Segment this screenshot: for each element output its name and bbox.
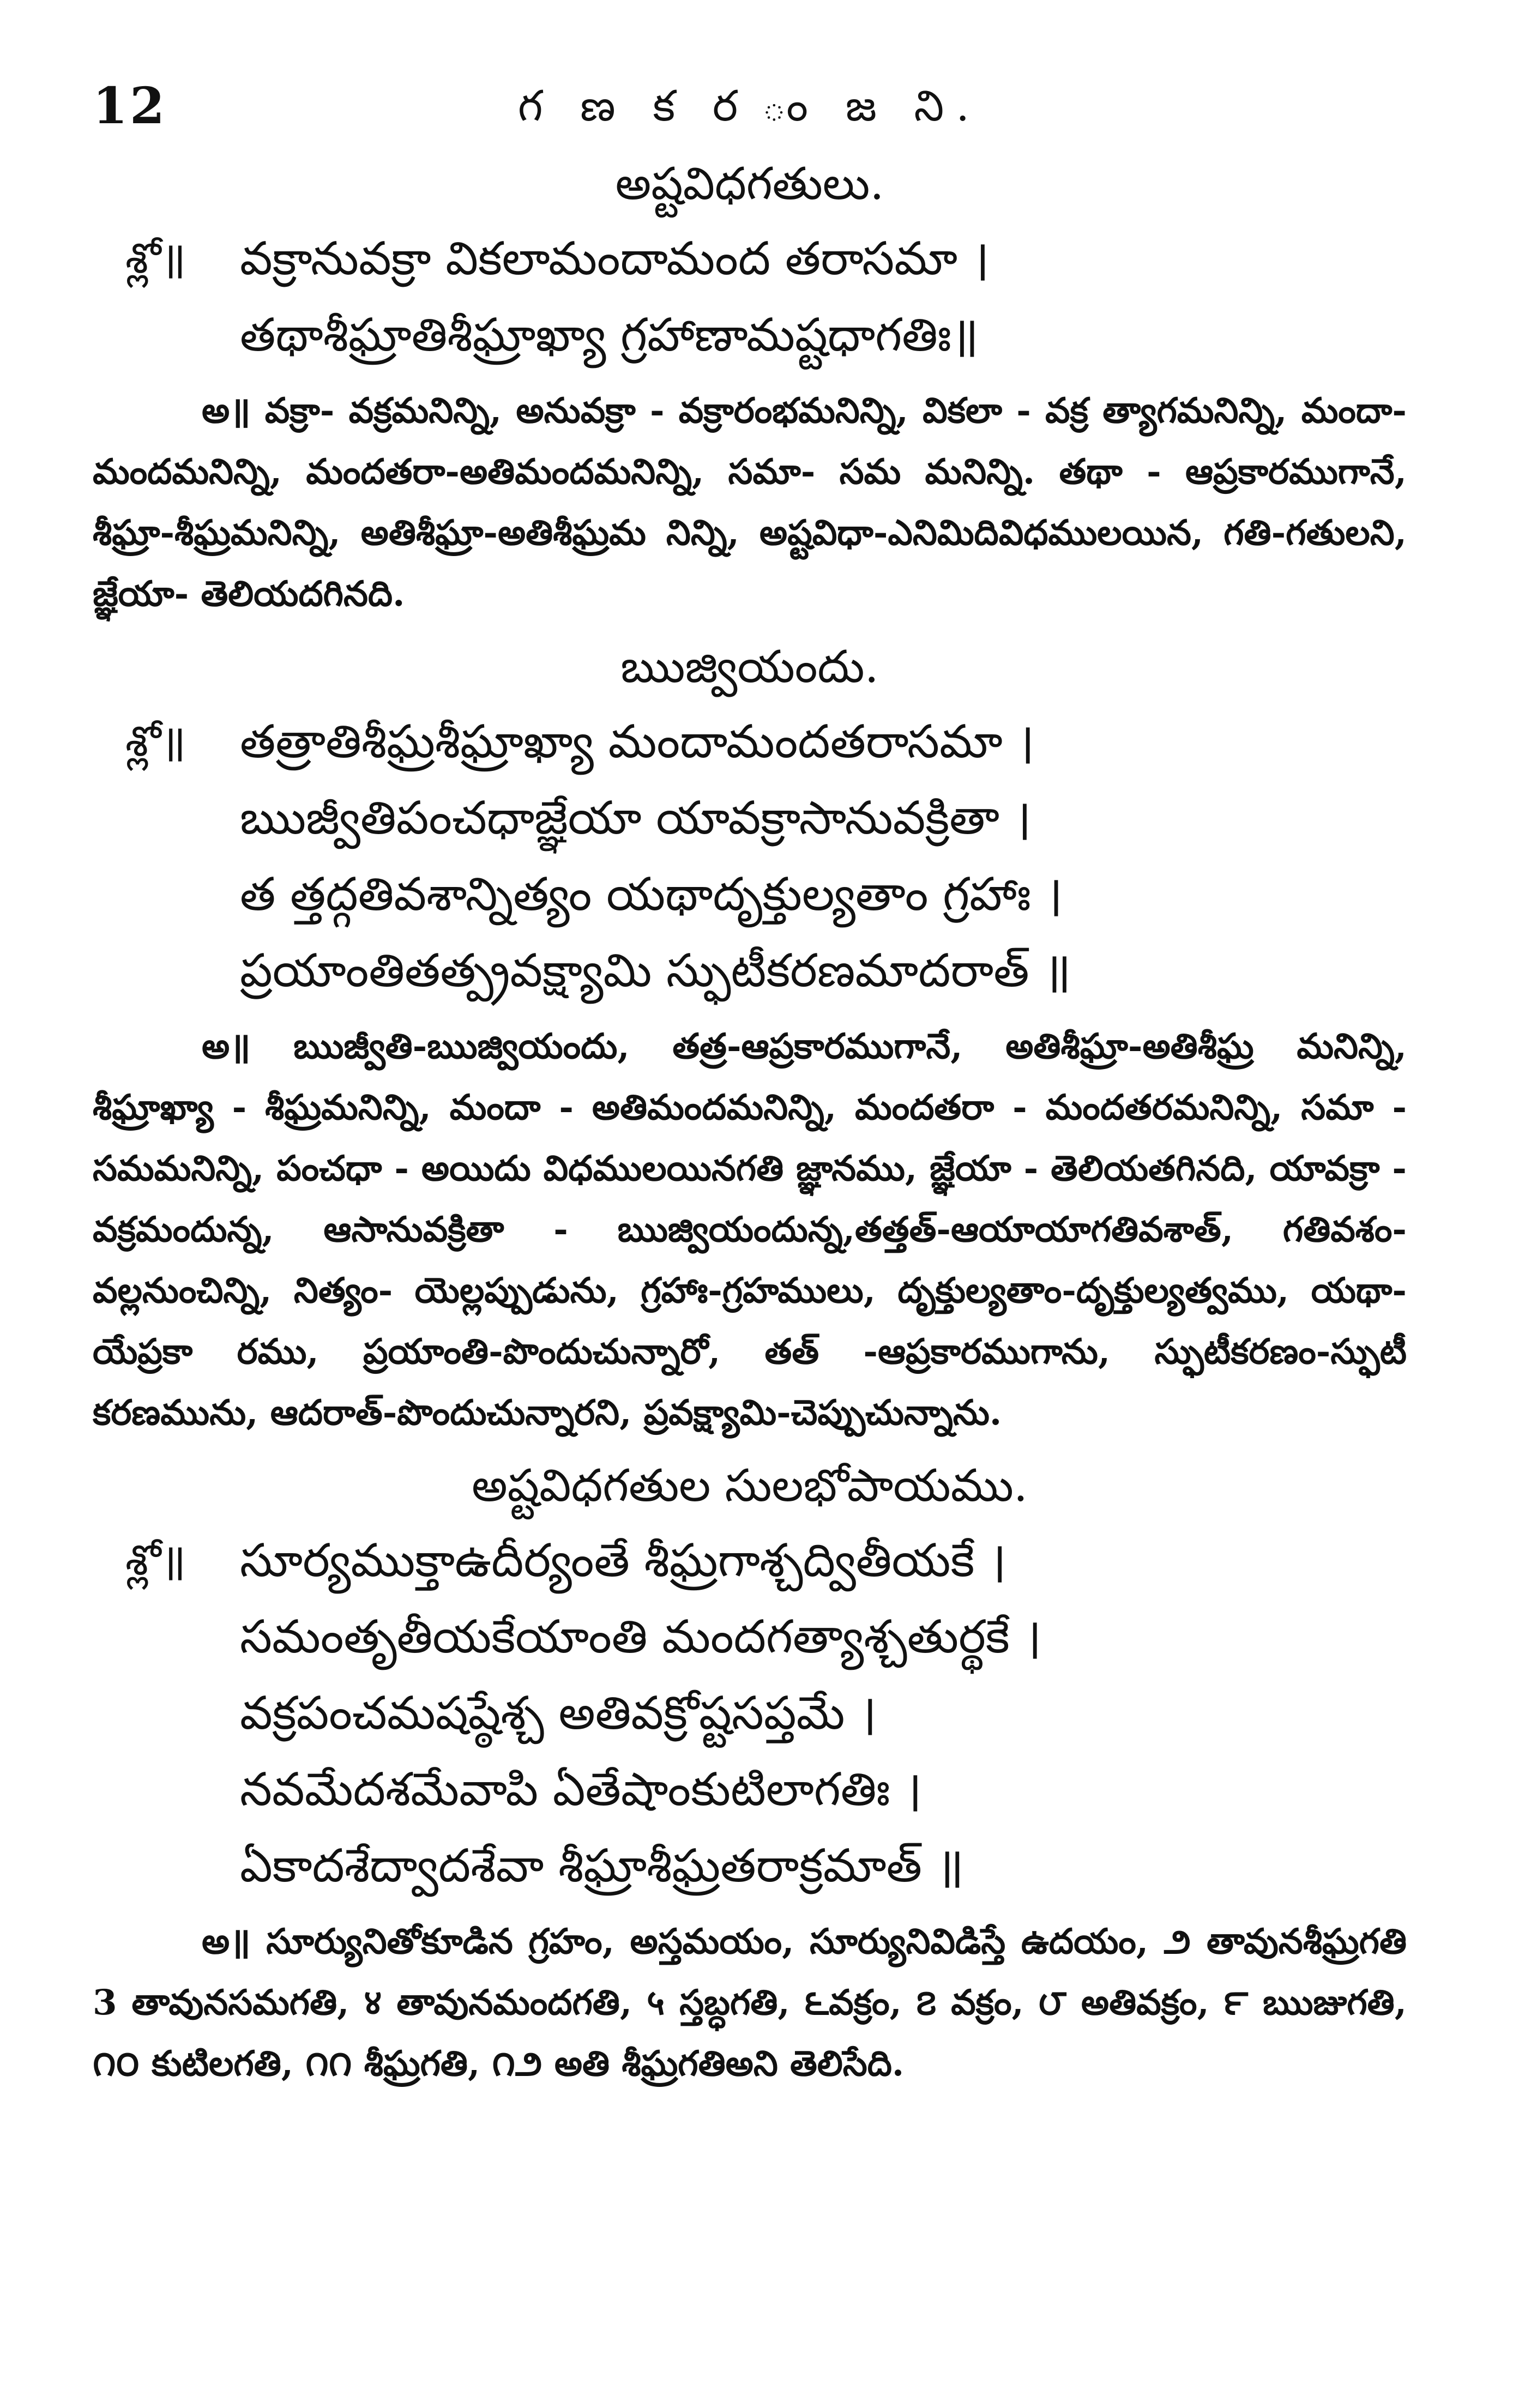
verse-line: ఋజ్వీతిపంచధాజ్ఞేయా యావక్రాసానువక్రితా । [240,791,1032,844]
page [93,65,1407,2355]
section-title: అష్టవిధగతులు. [615,158,884,210]
section-title: ఋజ్వియందు. [620,641,879,693]
sloka-mark: శ్లో॥ [125,717,186,765]
page-number: 12 [93,76,167,135]
verse-line: తత్రాతిశీఘ్రశీఘ్రాఖ్యా మందామందతరాసమా । [240,715,1035,768]
sloka-mark: శ్లో॥ [125,234,186,282]
verse-line: నవమేదశమేవాపి ఏతేషాంకుటిలాగతిః । [240,1763,922,1816]
commentary-paragraph: అ॥ వక్రా- వక్రమనిన్ని, అనువక్రా - వక్రారంభమనిన్ని, వికలా - వక్ర త్యాగమనిన్ని, మందా-మందమనిన్ని, మందతరా-అతిమందమనిన్ని, సమా- సమ మనిన్ని. తథా - ఆప్రకారముగానే, శీఘ్రా-శీఘ్రమనిన్ని, అతిశీఘ్రా-అతిశీఘ్రమ నిన్ని, అష్టవిధా-ఎనిమిదివిధములయిన, గతి-గతులని, జ్ఞేయా- తెలియదగినది. [93,390,1407,614]
sloka-verse [93,1522,1407,1904]
commentary-paragraph: అ॥ సూర్యునితోకూడిన గ్రహం, అస్తమయం, సూర్యునివిడిస్తే ఉదయం, ౨ తావునశీఘ్రగతి 3 తావునసమగతి, ४ తావునమందగతి, ५ స్తబ్ధగతి, ౬వక్రం, ౭ వక్రం, ౮ అతివక్రం, ౯ ఋజుగతి, ౧౦ కుటిలగతి, ౧౧ శీఘ్రగతి, ౧౨ అతి శీఘ్రగతిఅని తెలిసేది. [93,1921,1407,2084]
verse-line: సూర్యముక్తాఉదీర్యంతే శీఘ్రగాశ్చద్వితీయకే । [240,1534,1006,1587]
verse-line: వక్రపంచమషష్ఠేశ్చ అతివక్రోష్టసప్తమే । [240,1686,877,1740]
section-ashtavidha-gatulu [93,152,1407,625]
verse-line: ఏకాదశేద్వాదశేవా శీఘ్రాశీఘ్రతరాక్రమాత్ ॥ [240,1839,964,1892]
verse-line: తథాశీఘ్రాతిశీఘ్రాఖ్యా గ్రహాణామష్టధాగతిః॥ [240,308,979,361]
verse-line: ప్రయాంతితత్ప్రవక్ష్యామి స్ఫుటీకరణమాదరాత్ ॥ [240,944,1071,997]
section-rujviyandu [93,635,1407,1444]
section-title: అష్టవిధగతుల సులభోపాయము. [472,1460,1028,1512]
page-header [93,65,1407,142]
section-sulabhopayamu [93,1453,1407,2095]
sloka-mark: శ్లో॥ [125,1536,186,1584]
sloka-verse [93,703,1407,1009]
verse-line: త త్తద్గతివశాన్నిత్యం యథాదృక్తుల్యతాం గ్రహాః । [240,867,1063,921]
verse-line: సమంతృతీయకేయాంతి మందగత్యాశ్చతుర్థకే । [240,1610,1042,1663]
verse-line: వక్రానువక్రా వికలామందామంద తరాసమా । [240,232,990,285]
sloka-verse [93,220,1407,373]
commentary-paragraph: అ॥ ఋజ్వీతి-ఋజ్వియందు, తత్ర-ఆప్రకారముగానే, అతిశీఘ్రా-అతిశీఘ్ర మనిన్ని, శీఘ్రాఖ్యా - శీఘ్రమనిన్ని, మందా - అతిమందమనిన్ని, మందతరా - మందతరమనిన్ని, సమా - సమమనిన్ని, పంచధా - అయిదు విధములయినగతి జ్ఞానము, జ్ఞేయా - తెలియతగినది, యావక్రా - వక్రమందున్న, ఆసానువక్రితా - ఋజ్వియందున్న,తత్తత్-ఆయాయాగతివశాత్, గతివశం-వల్లనుంచిన్ని, నిత్యం- యెల్లప్పుడును, గ్రహాః-గ్రహములు, దృక్తుల్యతాం-దృక్తుల్యత్వము, యథా-యేప్రకా రము, ప్రయాంతి-పొందుచున్నారో, తత్ -ఆప్రకారముగాను, స్ఫుటీకరణం-స్ఫుటీ కరణమును, ఆదరాత్-పొందుచున్నారని, ప్రవక్ష్యామి-చెప్పుచున్నాను. [93,1026,1407,1433]
running-title: గ ణ క ర ం జ ని. [517,82,982,131]
